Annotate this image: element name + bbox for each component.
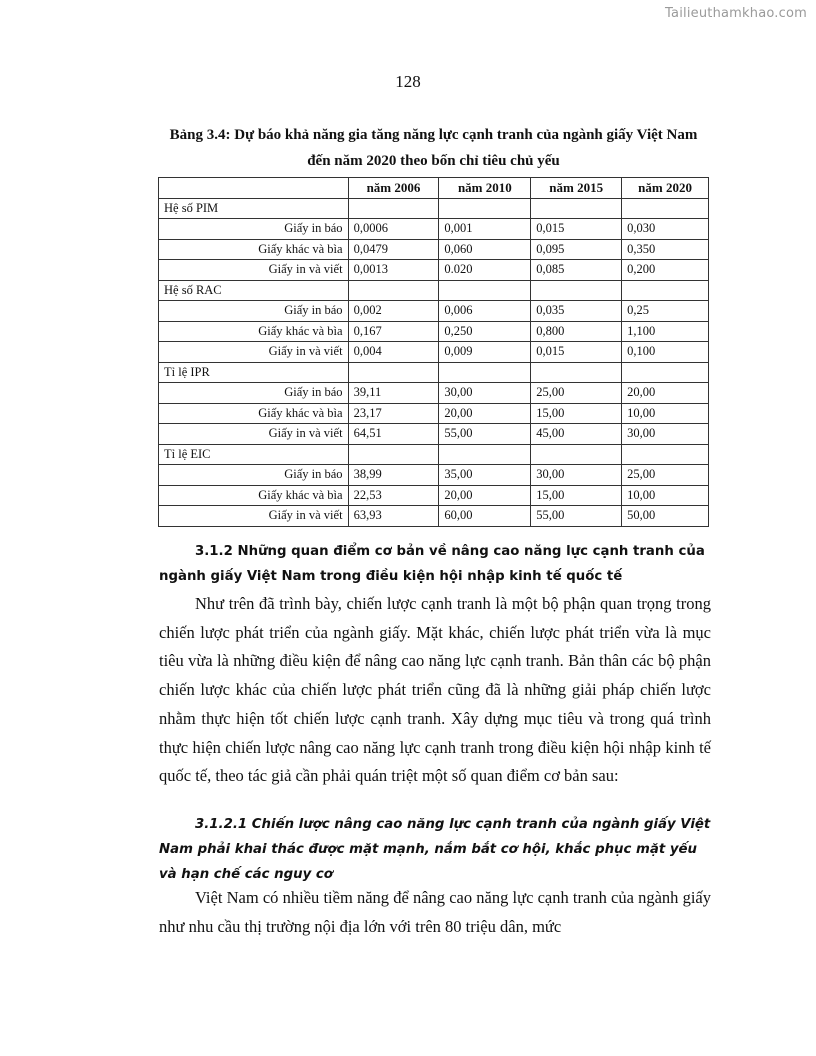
subsection-heading: 3.1.2.1 Chiến lược nâng cao năng lực cạnh tranh của ngành giấy Việt Nam phải khai thác được mặt mạnh, nắm bắt cơ hội, khắc phục mặt yếu và hạn chế các nguy cơ: [159, 817, 711, 882]
header-cell: năm 2010: [439, 178, 531, 199]
empty-cell: [439, 362, 531, 383]
value-cell: 25,00: [531, 383, 622, 404]
value-cell: 60,00: [439, 506, 531, 527]
value-cell: 25,00: [622, 465, 709, 486]
value-cell: 0,0006: [348, 219, 439, 240]
empty-cell: [622, 444, 709, 465]
row-label: Giấy in báo: [159, 301, 349, 322]
table-group-row: [159, 198, 709, 219]
value-cell: 55,00: [531, 506, 622, 527]
value-cell: 45,00: [531, 424, 622, 445]
value-cell: 50,00: [622, 506, 709, 527]
value-cell: 22,53: [348, 485, 439, 506]
value-cell: 0,167: [348, 321, 439, 342]
table-row: [159, 383, 709, 404]
table-row: [159, 342, 709, 363]
row-label: Giấy in và viết: [159, 506, 349, 527]
value-cell: 0,800: [531, 321, 622, 342]
value-cell: 0,350: [622, 239, 709, 260]
empty-cell: [348, 280, 439, 301]
value-cell: 10,00: [622, 403, 709, 424]
value-cell: 23,17: [348, 403, 439, 424]
paragraph: Việt Nam có nhiều tiềm năng để nâng cao năng lực cạnh tranh của ngành giấy như nhu cầu thị trường nội địa lớn với trên 80 triệu dân, mức: [159, 888, 711, 936]
group-label: Hệ số PIM: [159, 198, 349, 219]
table-group-row: [159, 362, 709, 383]
section-heading: 3.1.2 Những quan điểm cơ bản về nâng cao năng lực cạnh tranh của ngành giấy Việt Nam trong điều kiện hội nhập kinh tế quốc tế: [159, 544, 705, 584]
value-cell: 0,200: [622, 260, 709, 281]
row-label: Giấy khác và bìa: [159, 321, 349, 342]
table-row: [159, 321, 709, 342]
value-cell: 15,00: [531, 403, 622, 424]
value-cell: 0,0479: [348, 239, 439, 260]
value-cell: 0,015: [531, 342, 622, 363]
value-cell: 63,93: [348, 506, 439, 527]
group-label: Tỉ lệ EIC: [159, 444, 349, 465]
empty-cell: [439, 444, 531, 465]
empty-cell: [622, 280, 709, 301]
value-cell: 55,00: [439, 424, 531, 445]
forecast-table: [158, 177, 709, 527]
table-row: [159, 219, 709, 240]
empty-cell: [622, 362, 709, 383]
row-label: Giấy in và viết: [159, 260, 349, 281]
value-cell: 0,0013: [348, 260, 439, 281]
header-cell: năm 2006: [348, 178, 439, 199]
value-cell: 1,100: [622, 321, 709, 342]
group-label: Hệ số RAC: [159, 280, 349, 301]
table-group-row: [159, 280, 709, 301]
value-cell: 30,00: [622, 424, 709, 445]
page-number: 128: [395, 72, 421, 91]
empty-cell: [531, 198, 622, 219]
table-header-row: [159, 178, 709, 199]
row-label: Giấy in báo: [159, 383, 349, 404]
value-cell: 0,060: [439, 239, 531, 260]
row-label: Giấy in báo: [159, 219, 349, 240]
value-cell: 0,095: [531, 239, 622, 260]
table-row: [159, 465, 709, 486]
header-cell: [159, 178, 349, 199]
row-label: Giấy khác và bìa: [159, 485, 349, 506]
empty-cell: [348, 198, 439, 219]
value-cell: 30,00: [531, 465, 622, 486]
table-group-row: [159, 444, 709, 465]
value-cell: 20,00: [439, 403, 531, 424]
value-cell: 0,001: [439, 219, 531, 240]
table-row: [159, 239, 709, 260]
value-cell: 0,085: [531, 260, 622, 281]
header-cell: năm 2020: [622, 178, 709, 199]
value-cell: 0,250: [439, 321, 531, 342]
value-cell: 0,002: [348, 301, 439, 322]
value-cell: 20,00: [439, 485, 531, 506]
value-cell: 0,030: [622, 219, 709, 240]
row-label: Giấy in báo: [159, 465, 349, 486]
value-cell: 10,00: [622, 485, 709, 506]
table-row: [159, 485, 709, 506]
value-cell: 35,00: [439, 465, 531, 486]
table-row: [159, 301, 709, 322]
value-cell: 0,006: [439, 301, 531, 322]
table-body: [159, 198, 709, 526]
row-label: Giấy khác và bìa: [159, 403, 349, 424]
group-label: Tỉ lệ IPR: [159, 362, 349, 383]
value-cell: 0.020: [439, 260, 531, 281]
value-cell: 30,00: [439, 383, 531, 404]
row-label: Giấy in và viết: [159, 342, 349, 363]
table-row: [159, 424, 709, 445]
paragraph: Như trên đã trình bày, chiến lược cạnh tranh là một bộ phận quan trọng trong chiến lược phát triển của ngành giấy. Mặt khác, chiến lược phát triển vừa là mục tiêu vừa là những điều kiện để nâng cao năng lực cạnh tranh. Bản thân các bộ phận chiến lược khác của chiến lược phát triển cũng đã là những giải pháp chiến lược nhằm thực hiện tốt chiến lược cạnh tranh. Xây dựng mục tiêu và trong quá trình thực hiện chiến lược nâng cao năng lực cạnh tranh trong điều kiện hội nhập kinh tế quốc tế, theo tác giả cần phải quán triệt một số quan điểm cơ bản sau:: [159, 594, 711, 786]
value-cell: 0,035: [531, 301, 622, 322]
value-cell: 0,015: [531, 219, 622, 240]
table-row: [159, 506, 709, 527]
empty-cell: [439, 280, 531, 301]
value-cell: 0,009: [439, 342, 531, 363]
header-cell: năm 2015: [531, 178, 622, 199]
value-cell: 38,99: [348, 465, 439, 486]
empty-cell: [622, 198, 709, 219]
value-cell: 20,00: [622, 383, 709, 404]
table-row: [159, 403, 709, 424]
value-cell: 39,11: [348, 383, 439, 404]
row-label: Giấy khác và bìa: [159, 239, 349, 260]
empty-cell: [531, 444, 622, 465]
value-cell: 0,100: [622, 342, 709, 363]
row-label: Giấy in và viết: [159, 424, 349, 445]
table-title: Bảng 3.4: Dự báo khả năng gia tăng năng lực cạnh tranh của ngành giấy Việt Nam đến năm 2020 theo bốn chỉ tiêu chủ yếu: [169, 127, 698, 169]
empty-cell: [348, 362, 439, 383]
value-cell: 15,00: [531, 485, 622, 506]
empty-cell: [531, 280, 622, 301]
table-row: [159, 260, 709, 281]
value-cell: 0,25: [622, 301, 709, 322]
value-cell: 64,51: [348, 424, 439, 445]
empty-cell: [439, 198, 531, 219]
empty-cell: [348, 444, 439, 465]
watermark: Tailieuthamkhao.com: [665, 6, 807, 21]
value-cell: 0,004: [348, 342, 439, 363]
empty-cell: [531, 362, 622, 383]
